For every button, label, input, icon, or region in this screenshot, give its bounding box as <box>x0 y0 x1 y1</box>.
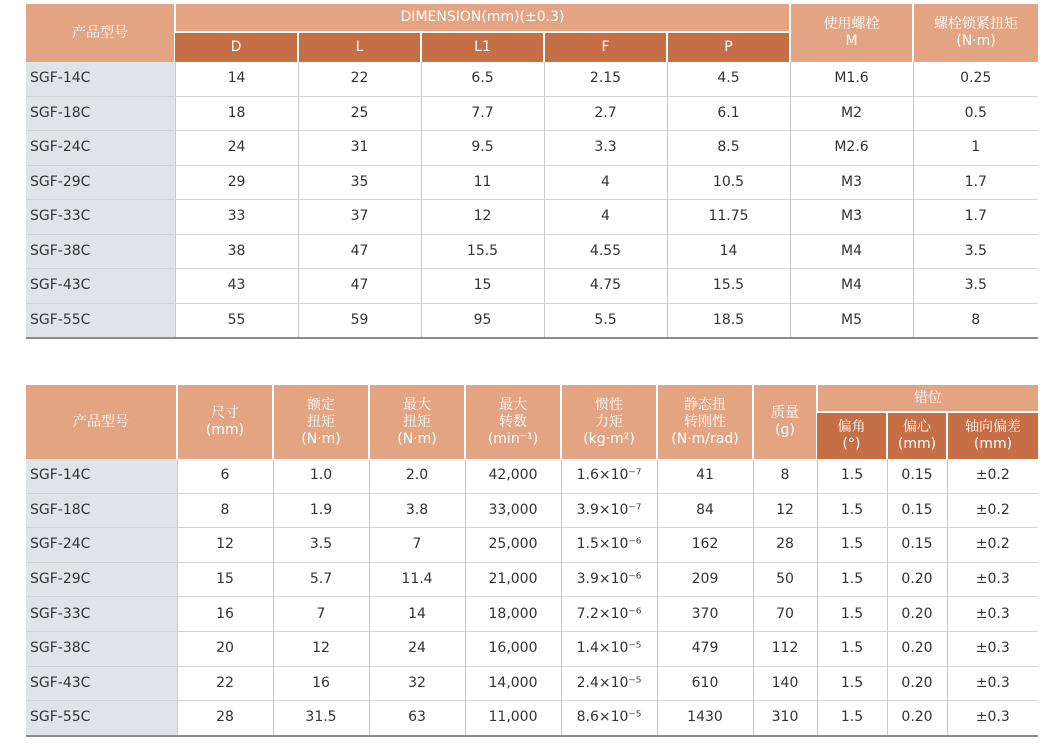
table-cell: 24 <box>369 631 465 666</box>
table-row <box>26 701 1038 736</box>
table-cell: 3.9×10⁻⁶ <box>561 562 657 597</box>
table-cell: 1.0 <box>273 459 369 493</box>
table-row <box>26 666 1038 701</box>
table-cell: 6 <box>177 459 273 493</box>
dim-header-l1: L1 <box>421 32 544 62</box>
table-cell: 20 <box>177 631 273 666</box>
table-cell: 0.20 <box>887 666 947 701</box>
table-cell: 0.15 <box>887 459 947 493</box>
table-cell: 84 <box>657 493 753 528</box>
table-cell: 3.3 <box>544 131 667 166</box>
table-cell: 11 <box>421 165 544 200</box>
mass-header: 质量 (g) <box>753 385 817 459</box>
table-cell: 4.5 <box>667 62 790 96</box>
model-cell: SGF-18C <box>26 96 175 131</box>
table-cell: 310 <box>753 701 817 736</box>
table-cell: M5 <box>790 303 913 338</box>
dim-header-f: F <box>544 32 667 62</box>
table-cell: 1.5 <box>817 493 887 528</box>
table-cell: 1.5 <box>817 459 887 493</box>
table-cell: ±0.3 <box>947 597 1038 632</box>
table-cell: 8.6×10⁻⁵ <box>561 701 657 736</box>
model-cell: SGF-29C <box>26 165 175 200</box>
dimension-table <box>26 4 1038 339</box>
table-cell: 38 <box>175 234 298 269</box>
table-cell: 22 <box>298 62 421 96</box>
table-cell: 1.6×10⁻⁷ <box>561 459 657 493</box>
table-cell: 14 <box>175 62 298 96</box>
table-row <box>26 131 1038 166</box>
table-cell: 9.5 <box>421 131 544 166</box>
table-cell: 7 <box>273 597 369 632</box>
table-row <box>26 597 1038 632</box>
angular-misalignment-header: 偏角 (°) <box>817 412 887 459</box>
table-cell: 8 <box>913 303 1038 338</box>
table-cell: 59 <box>298 303 421 338</box>
table-cell: 0.15 <box>887 493 947 528</box>
table-row <box>26 303 1038 338</box>
table-cell: 12 <box>421 200 544 235</box>
table-row <box>26 459 1038 493</box>
table-cell: 7.2×10⁻⁶ <box>561 597 657 632</box>
table-cell: 1.5×10⁻⁶ <box>561 528 657 563</box>
table-cell: 15.5 <box>667 269 790 304</box>
stiffness-header: 静态扭 转刚性 (N·m/rad) <box>657 385 753 459</box>
table-cell: M3 <box>790 165 913 200</box>
table-cell: 1.7 <box>913 165 1038 200</box>
table-cell: 25,000 <box>465 528 561 563</box>
table-cell: 1.9 <box>273 493 369 528</box>
model-cell: SGF-33C <box>26 597 177 632</box>
table-cell: 4 <box>544 200 667 235</box>
table-row <box>26 165 1038 200</box>
model-cell: SGF-24C <box>26 528 177 563</box>
dimension-header: DIMENSION(mm)(±0.3) <box>175 4 790 32</box>
table-cell: 0.20 <box>887 701 947 736</box>
table-cell: 370 <box>657 597 753 632</box>
table-cell: M1.6 <box>790 62 913 96</box>
model-cell: SGF-14C <box>26 459 177 493</box>
table-cell: 1.5 <box>817 631 887 666</box>
table-cell: 15 <box>177 562 273 597</box>
table-cell: 11.4 <box>369 562 465 597</box>
table-cell: M4 <box>790 234 913 269</box>
table-cell: 8 <box>753 459 817 493</box>
table-cell: 11.75 <box>667 200 790 235</box>
axial-misalignment-header: 轴向偏差 (mm) <box>947 412 1038 459</box>
table-cell: ±0.2 <box>947 528 1038 563</box>
table-cell: 12 <box>177 528 273 563</box>
table-cell: 1430 <box>657 701 753 736</box>
table-cell: 33,000 <box>465 493 561 528</box>
table-row <box>26 631 1038 666</box>
table-cell: 35 <box>298 165 421 200</box>
dim-header-p: P <box>667 32 790 62</box>
table-cell: 0.20 <box>887 597 947 632</box>
table-cell: ±0.3 <box>947 631 1038 666</box>
table-cell: 1.5 <box>817 528 887 563</box>
max-speed-header: 最大 转数 (min⁻¹) <box>465 385 561 459</box>
table-cell: 1.5 <box>817 701 887 736</box>
table-row <box>26 528 1038 563</box>
table-cell: 140 <box>753 666 817 701</box>
table-cell: 70 <box>753 597 817 632</box>
table-cell: ±0.2 <box>947 459 1038 493</box>
table-cell: 25 <box>298 96 421 131</box>
table-cell: 28 <box>177 701 273 736</box>
table-cell: ±0.3 <box>947 666 1038 701</box>
model-cell: SGF-29C <box>26 562 177 597</box>
bolt-header: 使用螺栓 M <box>790 4 913 62</box>
table-cell: 55 <box>175 303 298 338</box>
table-cell: 479 <box>657 631 753 666</box>
table-row <box>26 96 1038 131</box>
table-cell: 112 <box>753 631 817 666</box>
table-cell: 24 <box>175 131 298 166</box>
table-cell: 22 <box>177 666 273 701</box>
table-row <box>26 493 1038 528</box>
inertia-header: 惯性 力矩 (kg·m²) <box>561 385 657 459</box>
table-cell: 5.7 <box>273 562 369 597</box>
table-cell: 29 <box>175 165 298 200</box>
table-cell: 15 <box>421 269 544 304</box>
table-cell: 1.4×10⁻⁵ <box>561 631 657 666</box>
model-cell: SGF-24C <box>26 131 175 166</box>
table-cell: 42,000 <box>465 459 561 493</box>
table-cell: 4.75 <box>544 269 667 304</box>
table-cell: 18,000 <box>465 597 561 632</box>
table-cell: 3.5 <box>913 234 1038 269</box>
table-cell: ±0.3 <box>947 701 1038 736</box>
table-cell: 4 <box>544 165 667 200</box>
table-cell: 1.5 <box>817 562 887 597</box>
size-header: 尺寸 (mm) <box>177 385 273 459</box>
table-cell: 7.7 <box>421 96 544 131</box>
table-cell: 50 <box>753 562 817 597</box>
model-cell: SGF-38C <box>26 631 177 666</box>
model-cell: SGF-14C <box>26 62 175 96</box>
model-cell: SGF-43C <box>26 666 177 701</box>
table-cell: 43 <box>175 269 298 304</box>
performance-table <box>26 385 1038 737</box>
table-cell: 3.8 <box>369 493 465 528</box>
table-cell: 2.4×10⁻⁵ <box>561 666 657 701</box>
model-cell: SGF-43C <box>26 269 175 304</box>
table-cell: 1.5 <box>817 666 887 701</box>
table-cell: 11,000 <box>465 701 561 736</box>
table-cell: 31.5 <box>273 701 369 736</box>
table-cell: M3 <box>790 200 913 235</box>
table-cell: 37 <box>298 200 421 235</box>
table-cell: 15.5 <box>421 234 544 269</box>
model-cell: SGF-55C <box>26 303 175 338</box>
table-cell: 2.0 <box>369 459 465 493</box>
table-cell: M4 <box>790 269 913 304</box>
table-cell: 5.5 <box>544 303 667 338</box>
table-cell: 95 <box>421 303 544 338</box>
table-cell: 14 <box>369 597 465 632</box>
table-cell: 21,000 <box>465 562 561 597</box>
table-cell: ±0.2 <box>947 493 1038 528</box>
table-cell: 8 <box>177 493 273 528</box>
table-cell: 6.5 <box>421 62 544 96</box>
table-cell: ±0.3 <box>947 562 1038 597</box>
dim-header-l: L <box>298 32 421 62</box>
table-cell: 3.9×10⁻⁷ <box>561 493 657 528</box>
model-header: 产品型号 <box>26 385 177 459</box>
table-cell: 610 <box>657 666 753 701</box>
table-cell: 47 <box>298 234 421 269</box>
table-cell: 12 <box>273 631 369 666</box>
table-cell: M2 <box>790 96 913 131</box>
table-cell: 31 <box>298 131 421 166</box>
model-cell: SGF-38C <box>26 234 175 269</box>
table-row <box>26 234 1038 269</box>
table-cell: 3.5 <box>273 528 369 563</box>
table-cell: 28 <box>753 528 817 563</box>
misalignment-header: 错位 <box>817 385 1038 412</box>
parallel-misalignment-header: 偏心 (mm) <box>887 412 947 459</box>
rated-torque-header: 额定 扭矩 (N·m) <box>273 385 369 459</box>
table-cell: 7 <box>369 528 465 563</box>
dim-header-d: D <box>175 32 298 62</box>
model-cell: SGF-18C <box>26 493 177 528</box>
table-cell: 14 <box>667 234 790 269</box>
table-row <box>26 269 1038 304</box>
table-cell: 1 <box>913 131 1038 166</box>
model-cell: SGF-55C <box>26 701 177 736</box>
table-cell: 1.5 <box>817 597 887 632</box>
table-cell: M2.6 <box>790 131 913 166</box>
table-cell: 6.1 <box>667 96 790 131</box>
table-cell: 2.15 <box>544 62 667 96</box>
table-cell: 14,000 <box>465 666 561 701</box>
table-cell: 0.5 <box>913 96 1038 131</box>
model-header: 产品型号 <box>26 4 175 62</box>
table-cell: 209 <box>657 562 753 597</box>
table-cell: 8.5 <box>667 131 790 166</box>
table-cell: 16 <box>273 666 369 701</box>
table-cell: 2.7 <box>544 96 667 131</box>
table-cell: 41 <box>657 459 753 493</box>
table-row <box>26 200 1038 235</box>
table-row <box>26 62 1038 96</box>
table-cell: 162 <box>657 528 753 563</box>
table-cell: 12 <box>753 493 817 528</box>
table-cell: 33 <box>175 200 298 235</box>
table-cell: 18 <box>175 96 298 131</box>
model-cell: SGF-33C <box>26 200 175 235</box>
table-cell: 3.5 <box>913 269 1038 304</box>
table-cell: 1.7 <box>913 200 1038 235</box>
table-row <box>26 562 1038 597</box>
max-torque-header: 最大 扭矩 (N·m) <box>369 385 465 459</box>
table-cell: 4.55 <box>544 234 667 269</box>
table-cell: 18.5 <box>667 303 790 338</box>
table-cell: 0.20 <box>887 562 947 597</box>
table-cell: 0.20 <box>887 631 947 666</box>
table-cell: 32 <box>369 666 465 701</box>
table-cell: 10.5 <box>667 165 790 200</box>
table-cell: 0.25 <box>913 62 1038 96</box>
table-cell: 63 <box>369 701 465 736</box>
table-cell: 16 <box>177 597 273 632</box>
table-cell: 16,000 <box>465 631 561 666</box>
bolt-torque-header: 螺栓锁紧扭矩 (N·m) <box>913 4 1038 62</box>
table-cell: 47 <box>298 269 421 304</box>
table-cell: 0.15 <box>887 528 947 563</box>
